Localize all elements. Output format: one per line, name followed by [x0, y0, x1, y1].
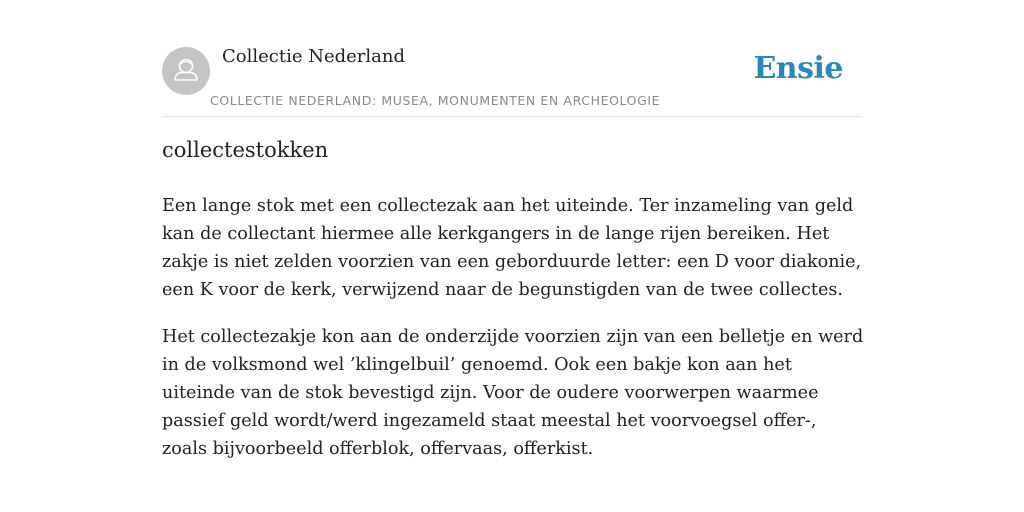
entry-title: collectestokken [162, 138, 329, 162]
entry-paragraph: Een lange stok met een collectezak aan het uiteinde. Ter inzameling van geld kan de collectant hiermee alle kerkgangers in de lange rijen bereiken. Het zakje is niet zelden voorzien van een geborduurde letter: een D voor diakonie, een K voor de kerk, verwijzend naar de begunstigden van de twee collectes. [162, 196, 862, 300]
entry-paragraph: Het collectezakje kon aan de onderzijde voorzien zijn van een belletje en werd in de volksmond wel ’klingelbuil’ genoemd. Ook een bakje kon aan het uiteinde van de stok bevestigd zijn. Voor de oudere voorwerpen waarmee passief geld wordt/werd ingezameld staat meestal het voorvoegsel offer-, zoals bijvoorbeeld offerblok, offervaas, offerkist. [162, 327, 864, 459]
source-label[interactable]: COLLECTIE NEDERLAND: MUSEA, MONUMENTEN EN ARCHEOLOGIE [210, 93, 661, 108]
author-name[interactable]: Collectie Nederland [222, 46, 406, 67]
user-outline-icon [162, 47, 210, 95]
brand-logo[interactable]: Ensie [753, 51, 843, 86]
header [162, 0, 862, 117]
avatar[interactable] [162, 47, 210, 95]
entry-body [162, 192, 866, 482]
